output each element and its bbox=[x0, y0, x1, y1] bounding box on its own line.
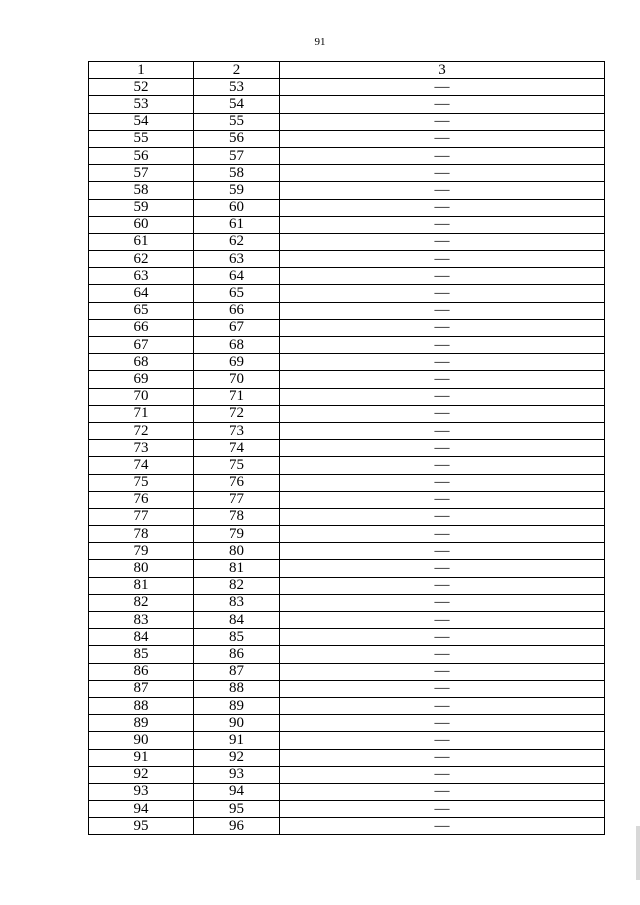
table-cell-col-3: — bbox=[280, 233, 605, 250]
table-row bbox=[89, 268, 605, 285]
table-cell-col-1: 72 bbox=[89, 422, 194, 439]
table-cell-col-2: 82 bbox=[194, 577, 280, 594]
page-number: 91 bbox=[314, 36, 326, 48]
table-cell-col-3: — bbox=[280, 319, 605, 336]
table-cell-col-3: — bbox=[280, 422, 605, 439]
table-row bbox=[89, 251, 605, 268]
column-header-2: 2 bbox=[194, 62, 280, 79]
table-cell-col-2: 84 bbox=[194, 612, 280, 629]
table-cell-col-3: — bbox=[280, 680, 605, 697]
table-cell-col-3: — bbox=[280, 749, 605, 766]
table-row bbox=[89, 697, 605, 714]
table-cell-col-3: — bbox=[280, 629, 605, 646]
table-row bbox=[89, 388, 605, 405]
table-cell-col-2: 67 bbox=[194, 319, 280, 336]
table-cell-col-1: 70 bbox=[89, 388, 194, 405]
table-cell-col-2: 81 bbox=[194, 560, 280, 577]
table-row bbox=[89, 216, 605, 233]
table-row bbox=[89, 474, 605, 491]
table-cell-col-3: — bbox=[280, 130, 605, 147]
table-cell-col-3: — bbox=[280, 474, 605, 491]
table-row bbox=[89, 457, 605, 474]
table-cell-col-2: 92 bbox=[194, 749, 280, 766]
table-cell-col-1: 76 bbox=[89, 491, 194, 508]
table-cell-col-3: — bbox=[280, 165, 605, 182]
table-cell-col-2: 64 bbox=[194, 268, 280, 285]
table-cell-col-1: 85 bbox=[89, 646, 194, 663]
table-cell-col-1: 58 bbox=[89, 182, 194, 199]
table-cell-col-1: 78 bbox=[89, 526, 194, 543]
table-cell-col-3: — bbox=[280, 612, 605, 629]
table-row bbox=[89, 422, 605, 439]
table-cell-col-2: 73 bbox=[194, 422, 280, 439]
table-header-row bbox=[89, 62, 605, 79]
table-cell-col-2: 69 bbox=[194, 354, 280, 371]
table-row bbox=[89, 113, 605, 130]
table-cell-col-2: 80 bbox=[194, 543, 280, 560]
table-cell-col-3: — bbox=[280, 697, 605, 714]
table-cell-col-2: 61 bbox=[194, 216, 280, 233]
table-cell-col-3: — bbox=[280, 79, 605, 96]
table-cell-col-1: 71 bbox=[89, 405, 194, 422]
table-cell-col-3: — bbox=[280, 732, 605, 749]
table-cell-col-2: 55 bbox=[194, 113, 280, 130]
table-cell-col-2: 89 bbox=[194, 697, 280, 714]
table-cell-col-2: 87 bbox=[194, 663, 280, 680]
table-cell-col-2: 68 bbox=[194, 337, 280, 354]
table-cell-col-1: 55 bbox=[89, 130, 194, 147]
table-cell-col-2: 57 bbox=[194, 147, 280, 164]
table-row bbox=[89, 732, 605, 749]
table-cell-col-2: 54 bbox=[194, 96, 280, 113]
table-cell-col-2: 66 bbox=[194, 302, 280, 319]
column-header-3: 3 bbox=[280, 62, 605, 79]
table-cell-col-3: — bbox=[280, 405, 605, 422]
table-row bbox=[89, 285, 605, 302]
table-cell-col-3: — bbox=[280, 96, 605, 113]
table-row bbox=[89, 440, 605, 457]
table-cell-col-1: 66 bbox=[89, 319, 194, 336]
data-table bbox=[88, 61, 605, 835]
table-cell-col-3: — bbox=[280, 199, 605, 216]
page-edge-shadow bbox=[636, 826, 640, 880]
table-cell-col-2: 62 bbox=[194, 233, 280, 250]
table-cell-col-1: 80 bbox=[89, 560, 194, 577]
table-cell-col-2: 72 bbox=[194, 405, 280, 422]
table-cell-col-3: — bbox=[280, 766, 605, 783]
table-cell-col-3: — bbox=[280, 147, 605, 164]
table-cell-col-3: — bbox=[280, 285, 605, 302]
table-cell-col-3: — bbox=[280, 302, 605, 319]
table-cell-col-1: 92 bbox=[89, 766, 194, 783]
table-cell-col-3: — bbox=[280, 388, 605, 405]
table-cell-col-2: 59 bbox=[194, 182, 280, 199]
table-cell-col-2: 74 bbox=[194, 440, 280, 457]
table-row bbox=[89, 560, 605, 577]
table-cell-col-1: 67 bbox=[89, 337, 194, 354]
table-row bbox=[89, 594, 605, 611]
table-cell-col-3: — bbox=[280, 543, 605, 560]
table-row bbox=[89, 508, 605, 525]
table-cell-col-3: — bbox=[280, 646, 605, 663]
table-row bbox=[89, 783, 605, 800]
table-row bbox=[89, 371, 605, 388]
table-cell-col-2: 88 bbox=[194, 680, 280, 697]
table-cell-col-3: — bbox=[280, 113, 605, 130]
table-row bbox=[89, 680, 605, 697]
table-cell-col-1: 60 bbox=[89, 216, 194, 233]
table-cell-col-2: 71 bbox=[194, 388, 280, 405]
table-cell-col-1: 73 bbox=[89, 440, 194, 457]
table-row bbox=[89, 766, 605, 783]
table-cell-col-3: — bbox=[280, 560, 605, 577]
table-cell-col-1: 59 bbox=[89, 199, 194, 216]
table-cell-col-2: 83 bbox=[194, 594, 280, 611]
table-cell-col-2: 91 bbox=[194, 732, 280, 749]
table-cell-col-3: — bbox=[280, 337, 605, 354]
table-row bbox=[89, 182, 605, 199]
table-row bbox=[89, 337, 605, 354]
table-cell-col-2: 85 bbox=[194, 629, 280, 646]
table-row bbox=[89, 302, 605, 319]
table-cell-col-2: 76 bbox=[194, 474, 280, 491]
table-cell-col-1: 68 bbox=[89, 354, 194, 371]
table-row bbox=[89, 233, 605, 250]
table-cell-col-3: — bbox=[280, 801, 605, 818]
table-cell-col-3: — bbox=[280, 268, 605, 285]
table-cell-col-3: — bbox=[280, 818, 605, 835]
table-cell-col-3: — bbox=[280, 457, 605, 474]
table-row bbox=[89, 629, 605, 646]
table-cell-col-3: — bbox=[280, 216, 605, 233]
table-cell-col-1: 90 bbox=[89, 732, 194, 749]
table-cell-col-1: 83 bbox=[89, 612, 194, 629]
table-cell-col-1: 69 bbox=[89, 371, 194, 388]
table-cell-col-1: 88 bbox=[89, 697, 194, 714]
table-cell-col-2: 56 bbox=[194, 130, 280, 147]
table-row bbox=[89, 130, 605, 147]
table-cell-col-1: 91 bbox=[89, 749, 194, 766]
table-cell-col-3: — bbox=[280, 526, 605, 543]
table-cell-col-3: — bbox=[280, 783, 605, 800]
table-cell-col-2: 96 bbox=[194, 818, 280, 835]
table-cell-col-1: 75 bbox=[89, 474, 194, 491]
table-cell-col-3: — bbox=[280, 440, 605, 457]
table-cell-col-1: 87 bbox=[89, 680, 194, 697]
table-cell-col-2: 70 bbox=[194, 371, 280, 388]
table-row bbox=[89, 612, 605, 629]
table-cell-col-1: 52 bbox=[89, 79, 194, 96]
table-cell-col-1: 56 bbox=[89, 147, 194, 164]
table-cell-col-1: 63 bbox=[89, 268, 194, 285]
table-cell-col-2: 77 bbox=[194, 491, 280, 508]
table-cell-col-2: 58 bbox=[194, 165, 280, 182]
table-row bbox=[89, 96, 605, 113]
table-row bbox=[89, 577, 605, 594]
table-cell-col-1: 82 bbox=[89, 594, 194, 611]
table-row bbox=[89, 543, 605, 560]
table-cell-col-1: 94 bbox=[89, 801, 194, 818]
table-cell-col-1: 74 bbox=[89, 457, 194, 474]
table-cell-col-2: 75 bbox=[194, 457, 280, 474]
table-cell-col-2: 95 bbox=[194, 801, 280, 818]
table-row bbox=[89, 801, 605, 818]
table-cell-col-2: 60 bbox=[194, 199, 280, 216]
table-row bbox=[89, 663, 605, 680]
table-cell-col-1: 53 bbox=[89, 96, 194, 113]
table-cell-col-3: — bbox=[280, 577, 605, 594]
table-cell-col-3: — bbox=[280, 354, 605, 371]
table-row bbox=[89, 749, 605, 766]
table-cell-col-3: — bbox=[280, 182, 605, 199]
table-cell-col-3: — bbox=[280, 491, 605, 508]
table-cell-col-3: — bbox=[280, 715, 605, 732]
table-row bbox=[89, 354, 605, 371]
table-cell-col-2: 53 bbox=[194, 79, 280, 96]
table-cell-col-1: 77 bbox=[89, 508, 194, 525]
table-cell-col-3: — bbox=[280, 371, 605, 388]
table-row bbox=[89, 79, 605, 96]
column-header-1: 1 bbox=[89, 62, 194, 79]
table-cell-col-1: 54 bbox=[89, 113, 194, 130]
table-cell-col-3: — bbox=[280, 508, 605, 525]
table-row bbox=[89, 147, 605, 164]
table-cell-col-1: 86 bbox=[89, 663, 194, 680]
table-cell-col-2: 79 bbox=[194, 526, 280, 543]
table-cell-col-2: 94 bbox=[194, 783, 280, 800]
table-row bbox=[89, 491, 605, 508]
table-cell-col-1: 64 bbox=[89, 285, 194, 302]
table-cell-col-2: 63 bbox=[194, 251, 280, 268]
table-row bbox=[89, 818, 605, 835]
table-row bbox=[89, 199, 605, 216]
table-cell-col-1: 57 bbox=[89, 165, 194, 182]
table-row bbox=[89, 405, 605, 422]
table-cell-col-1: 93 bbox=[89, 783, 194, 800]
table-cell-col-1: 79 bbox=[89, 543, 194, 560]
table-cell-col-2: 90 bbox=[194, 715, 280, 732]
table-cell-col-1: 62 bbox=[89, 251, 194, 268]
table-cell-col-1: 61 bbox=[89, 233, 194, 250]
table-cell-col-1: 81 bbox=[89, 577, 194, 594]
table-row bbox=[89, 526, 605, 543]
table-cell-col-3: — bbox=[280, 594, 605, 611]
table-row bbox=[89, 165, 605, 182]
table-cell-col-2: 86 bbox=[194, 646, 280, 663]
table-cell-col-2: 93 bbox=[194, 766, 280, 783]
table-cell-col-1: 95 bbox=[89, 818, 194, 835]
table-cell-col-2: 65 bbox=[194, 285, 280, 302]
table-row bbox=[89, 715, 605, 732]
table-cell-col-1: 65 bbox=[89, 302, 194, 319]
table-cell-col-1: 89 bbox=[89, 715, 194, 732]
table-cell-col-3: — bbox=[280, 663, 605, 680]
table-body bbox=[89, 79, 605, 835]
table-cell-col-2: 78 bbox=[194, 508, 280, 525]
table-cell-col-3: — bbox=[280, 251, 605, 268]
table-row bbox=[89, 646, 605, 663]
table-cell-col-1: 84 bbox=[89, 629, 194, 646]
table-row bbox=[89, 319, 605, 336]
